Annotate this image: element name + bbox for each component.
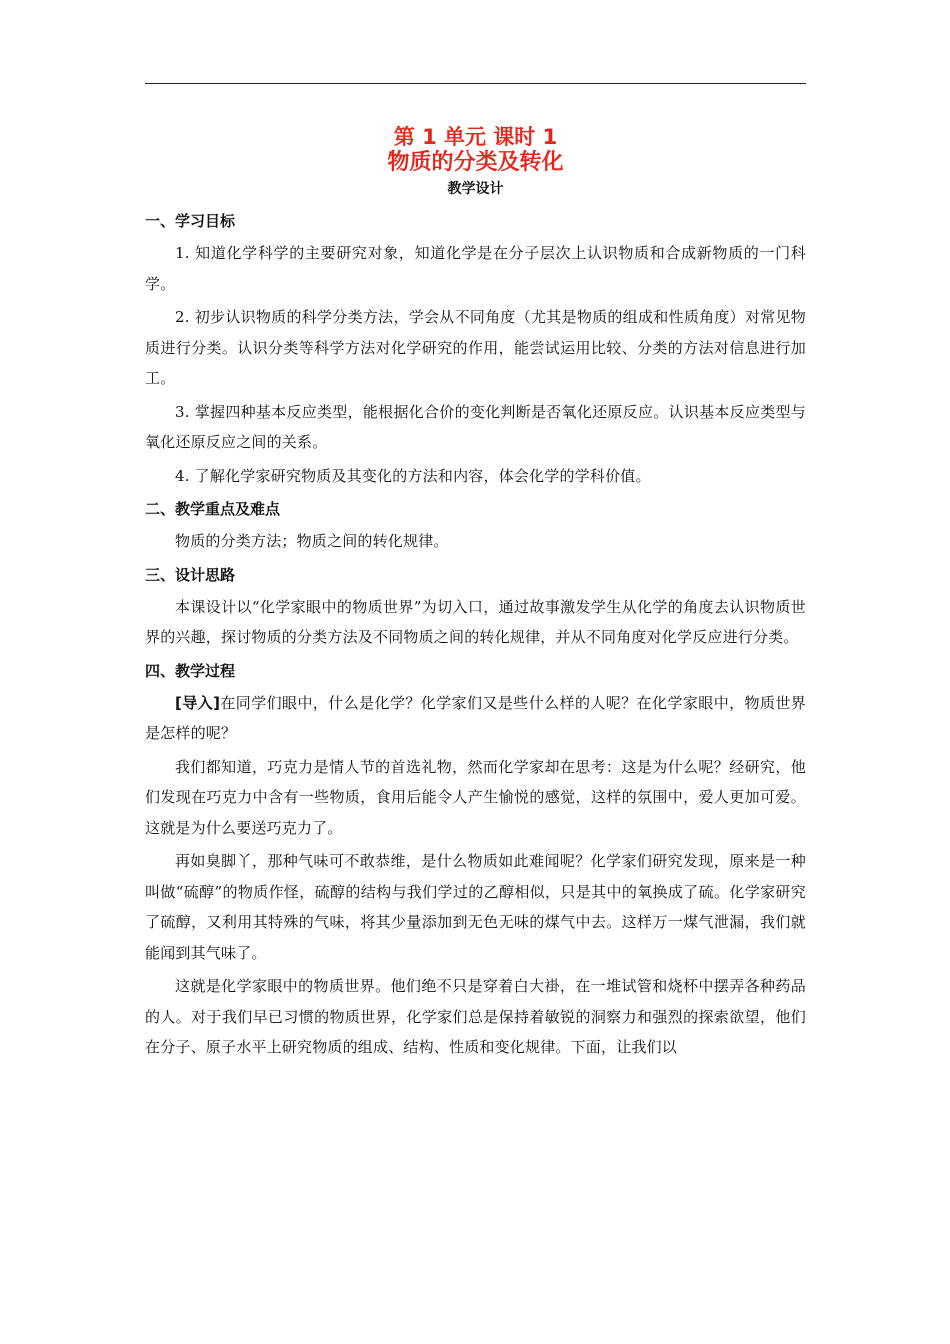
objective-3: 3. 掌握四种基本反应类型，能根据化合价的变化判断是否氧化还原反应。认识基本反应类型与氧化还原反应之间的关系。 [145,402,806,451]
intro-paragraph [145,688,806,749]
unit-lesson-title: 第 1 单元 课时 1 [393,125,558,149]
title-block [145,124,806,200]
intro-text: 在同学们眼中，什么是化学？化学家们又是些什么样的人呢？在化学家眼中，物质世界是怎样的呢？ [145,693,807,742]
objective-4: 4. 了解化学家研究物质及其变化的方法和内容，体会化学的学科价值。 [175,466,651,485]
process-paragraph-chemists: 这就是化学家眼中的物质世界。他们绝不只是穿着白大褂，在一堆试管和烧杯中摆弄各种药品的人。对于我们早已习惯的物质世界，化学家们总是保持着敏锐的洞察力和强烈的探索欲望，他们在分子、原子水平上研究物质的组成、结构、性质和变化规律。下面，让我们以 [145,977,806,1056]
key-points-text: 物质的分类方法；物质之间的转化规律。 [175,532,449,550]
design-idea-text: 本课设计以“化学家眼中的物质世界”为切入口，通过故事激发学生从化学的角度去认识物质世界的兴趣，探讨物质的分类方法及不同物质之间的转化规律，并从不同角度对化学反应进行分类。 [145,597,806,646]
objective-1: 1. 知道化学科学的主要研究对象，知道化学是在分子层次上认识物质和合成新物质的一门科学。 [145,244,806,293]
section-heading-design-idea: 三、设计思路 [145,565,236,584]
intro-label: [导入] [175,693,221,712]
document-body [145,206,806,1066]
process-paragraph-chocolate: 我们都知道，巧克力是情人节的首选礼物，然而化学家却在思考：这是为什么呢？经研究，他们发现在巧克力中含有一些物质，食用后能令人产生愉悦的感觉，这样的氛围中，爱人更加可爱。这就是为什么要送巧克力了。 [145,757,806,837]
section-heading-teaching-process: 四、教学过程 [145,661,236,680]
process-paragraph-thiol: 再如臭脚丫，那种气味可不敢恭维，是什么物质如此难闻呢？化学家们研究发现，原来是一种叫做“硫醇”的物质作怪，硫醇的结构与我们学过的乙醇相似，只是其中的氧换成了硫。化学家研究了硫醇，又利用其特殊的气味，将其少量添加到无色无味的煤气中去。这样万一煤气泄漏，我们就能闻到其气味了。 [145,852,806,962]
section-heading-key-points: 二、教学重点及难点 [145,500,281,518]
section-heading-objectives: 一、学习目标 [145,212,236,230]
header-rule [145,83,806,84]
document-subtitle: 教学设计 [447,181,504,197]
objective-2: 2. 初步认识物质的科学分类方法，学会从不同角度（尤其是物质的组成和性质角度）对常见物质进行分类。认识分类等科学方法对化学研究的作用，能尝试运用比较、分类的方法对信息进行加工。 [145,308,806,387]
topic-title: 物质的分类及转化 [387,150,564,175]
